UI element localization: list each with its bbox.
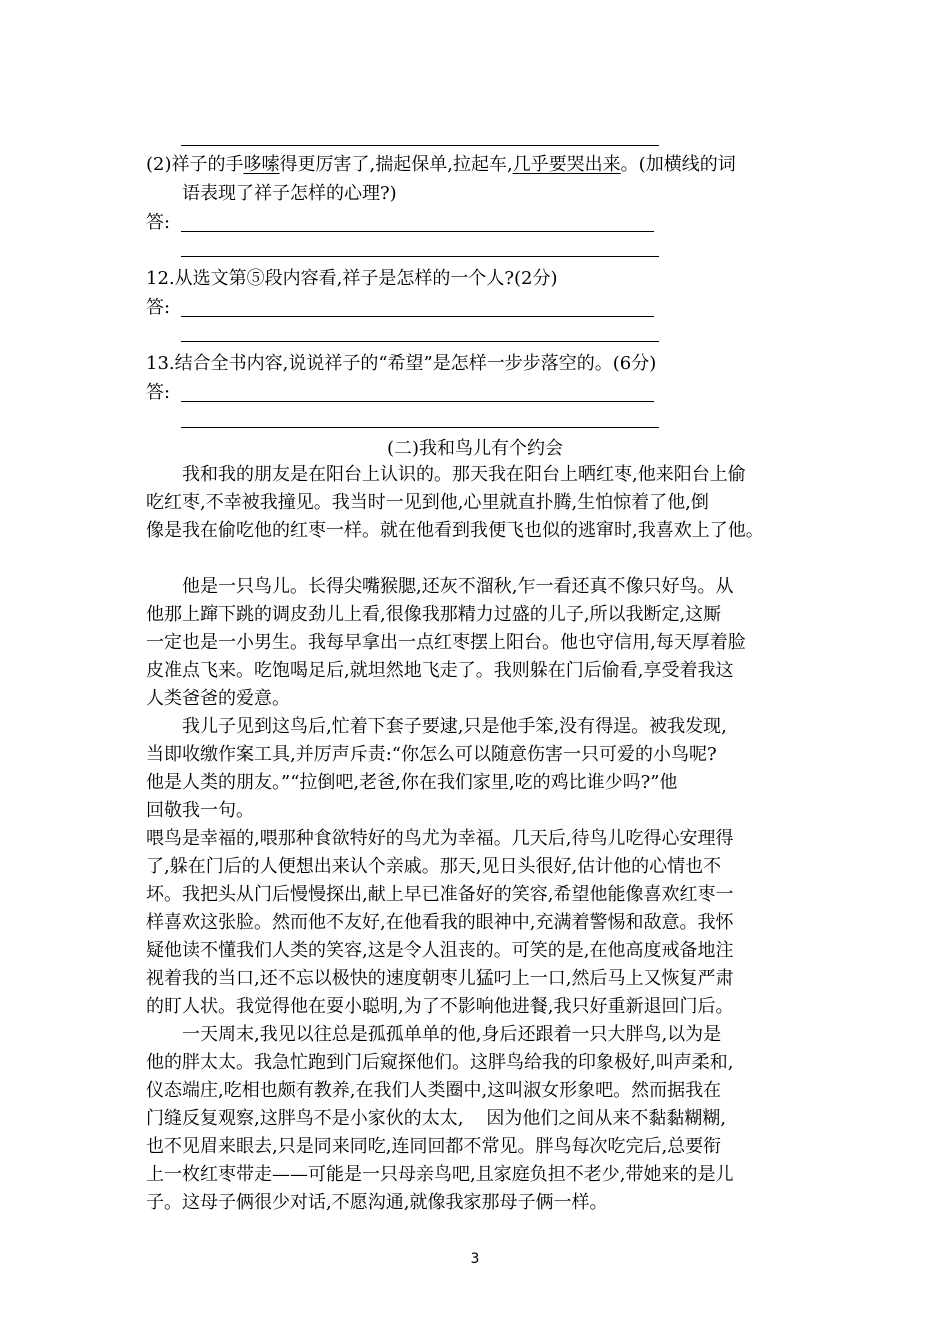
answer-line[interactable] [181, 231, 508, 232]
paragraph-4-line: 了,躲在门后的人便想出来认个亲戚。那天,见日头很好,估计他的心情也不 [146, 856, 722, 877]
answer-label: 答: [146, 382, 171, 403]
paragraph-3-line: 回敬我一句。 [146, 800, 254, 821]
answer-line[interactable] [181, 341, 508, 342]
paragraph-4-line: 坏。我把头从门后慢慢探出,献上早已准备好的笑容,希望他能像喜欢红枣一 [146, 884, 734, 905]
answer-line[interactable] [181, 401, 508, 402]
page-number: 3 [470, 1251, 480, 1267]
question-12: 12.从选文第⑤段内容看,祥子是怎样的一个人?(2分) [146, 268, 558, 289]
paragraph-4-line: 样喜欢这张脸。然而他不友好,在他看我的眼神中,充满着警惕和敌意。我怀 [146, 912, 734, 933]
answer-line-extension [508, 145, 659, 146]
paragraph-5-line: 也不见眉来眼去,只是同来同吃,连同回都不常见。胖鸟每次吃完后,总要衔 [146, 1136, 722, 1157]
question-text: 。(加横线的词 [620, 154, 736, 175]
answer-line-extension [508, 316, 654, 317]
paragraph-2-line: 皮准点飞来。吃饱喝足后,就坦然地飞走了。我则躲在门后偷看,享受着我这 [146, 660, 734, 681]
answer-line[interactable] [181, 427, 508, 428]
paragraph-5-line: 一天周末,我见以往总是孤孤单单的他,身后还跟着一只大胖鸟,以为是 [182, 1024, 722, 1045]
paragraph-4-line: 的盯人状。我觉得他在耍小聪明,为了不影响他进餐,我只好重新退回门后。 [146, 996, 734, 1017]
underlined-word: 哆嗦 [243, 154, 280, 175]
paragraph-5-line: 仪态端庄,吃相也颇有教养,在我们人类圈中,这叫淑女形象吧。然而据我在 [146, 1080, 722, 1101]
answer-line[interactable] [181, 145, 508, 146]
question-13: 13.结合全书内容,说说祥子的“希望”是怎样一步步落空的。(6分) [146, 353, 657, 374]
paragraph-5-line: 子。这母子俩很少对话,不愿沟通,就像我家那母子俩一样。 [146, 1192, 608, 1213]
question-11-2-line-1 [146, 153, 736, 177]
answer-label: 答: [146, 297, 171, 318]
answer-line-extension [508, 341, 659, 342]
section-title: (二)我和鸟儿有个约会 [386, 438, 564, 459]
underlined-phrase: 几乎要哭出来 [512, 154, 621, 175]
question-text: (2)祥子的手 [146, 154, 244, 175]
question-text: 得更厉害了,揣起保单,拉起车, [279, 154, 513, 175]
answer-line-extension [508, 401, 654, 402]
answer-line[interactable] [181, 256, 508, 257]
paragraph-4-line: 视着我的当口,还不忘以极快的速度朝枣儿猛叼上一口,然后马上又恢复严肃 [146, 968, 734, 989]
paragraph-1-line: 我和我的朋友是在阳台上认识的。那天我在阳台上晒红枣,他来阳台上偷 [182, 464, 746, 485]
paragraph-4-line: 疑他读不懂我们人类的笑容,这是令人沮丧的。可笑的是,在他高度戒备地注 [146, 940, 734, 961]
paragraph-2-line: 他那上蹿下跳的调皮劲儿上看,很像我那精力过盛的儿子,所以我断定,这厮 [146, 604, 722, 625]
paragraph-5-line: 门缝反复观察,这胖鸟不是小家伙的太太, 因为他们之间从来不黏黏糊糊, [146, 1108, 727, 1129]
paragraph-5-line: 上一枚红枣带走——可能是一只母亲鸟吧,且家庭负担不老少,带她来的是儿 [146, 1164, 734, 1185]
paragraph-3-line: 他是人类的朋友。”“拉倒吧,老爸,你在我们家里,吃的鸡比谁少吗?”他 [146, 772, 678, 793]
paragraph-3-line: 我儿子见到这鸟后,忙着下套子要逮,只是他手笨,没有得逞。被我发现, [182, 716, 727, 737]
paragraph-1-line: 吃红枣,不幸被我撞见。我当时一见到他,心里就直扑腾,生怕惊着了他,倒 [146, 492, 709, 513]
answer-line-extension [508, 427, 659, 428]
paragraph-5-line: 他的胖太太。我急忙跑到门后窥探他们。这胖鸟给我的印象极好,叫声柔和, [146, 1052, 734, 1073]
paragraph-2-line: 人类爸爸的爱意。 [146, 688, 290, 709]
answer-line-extension [508, 231, 654, 232]
paragraph-4-line: 喂鸟是幸福的,喂那种食欲特好的鸟尤为幸福。几天后,待鸟儿吃得心安理得 [146, 828, 734, 849]
paragraph-3-line: 当即收缴作案工具,并厉声斥责:“你怎么可以随意伤害一只可爱的小鸟呢? [146, 744, 717, 765]
answer-line[interactable] [181, 316, 508, 317]
paragraph-1-line: 像是我在偷吃他的红枣一样。就在他看到我便飞也似的逃窜时,我喜欢上了他。 [146, 520, 764, 541]
paragraph-2-line: 他是一只鸟儿。长得尖嘴猴腮,还灰不溜秋,乍一看还真不像只好鸟。从 [182, 576, 734, 597]
paragraph-2-line: 一定也是一小男生。我每早拿出一点红枣摆上阳台。他也守信用,每天厚着脸 [146, 632, 746, 653]
question-11-2-line-2: 语表现了祥子怎样的心理?) [182, 183, 397, 204]
answer-line-extension [508, 256, 659, 257]
answer-label: 答: [146, 212, 171, 233]
